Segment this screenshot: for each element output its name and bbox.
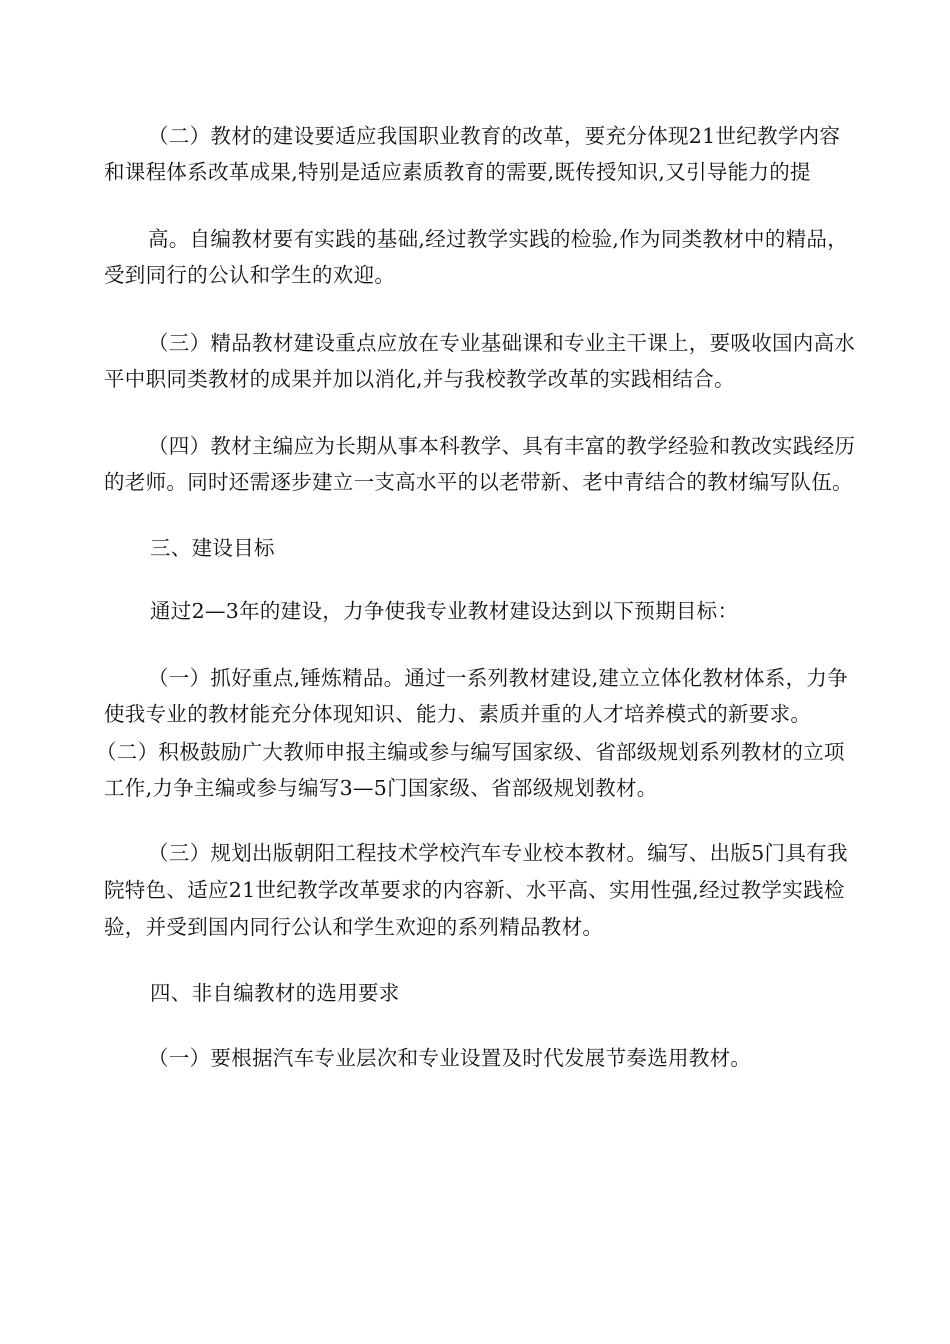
text-line-15: （三）规划出版朝阳工程技术学校汽车专业校本教材。编写、出版5门具有我: [148, 841, 848, 865]
text-line-6: 平中职同类教材的成果并加以消化,并与我校教学改革的实践相结合。: [104, 367, 735, 391]
text-line-4: 受到同行的公认和学生的欢迎。: [104, 263, 396, 287]
text-line-2: 和课程体系改革成果,特别是适应素质教育的需要,既传授知识,又引导能力的提: [104, 160, 811, 184]
text-line-14: 工作,力争主编或参与编写3—5门国家级、省部级规划教材。: [104, 776, 658, 800]
text-line-13: （二）积极鼓励广大教师申报主编或参与编写国家级、省部级规划系列教材的立项: [96, 740, 845, 764]
text-line-7: （四）教材主编应为长期从事本科教学、具有丰富的教学经验和教改实践经历: [148, 434, 856, 458]
text-line-11: （一）抓好重点,锤炼精品。通过一系列教材建设,建立立体化教材体系，力争: [148, 666, 849, 690]
text-line-5: （三）精品教材建设重点应放在专业基础课和专业主干课上，要吸收国内高水: [148, 331, 856, 355]
text-line-10: 通过2—3年的建设，力争使我专业教材建设达到以下预期目标：: [150, 599, 739, 623]
text-line-8: 的老师。同时还需逐步建立一支高水平的以老带新、老中青结合的教材编写队伍。: [104, 470, 853, 494]
text-line-1: （二）教材的建设要适应我国职业教育的改革，要充分体现21世纪教学内容: [148, 124, 841, 148]
section-heading-3: 三、建设目标: [150, 536, 275, 560]
text-line-12: 使我专业的教材能充分体现知识、能力、素质并重的人才培养模式的新要求。: [104, 702, 812, 726]
text-line-16: 院特色、适应21世纪教学改革要求的内容新、水平高、实用性强,经过教学实践检: [104, 878, 845, 902]
section-heading-4: 四、非自编教材的选用要求: [150, 981, 400, 1005]
text-line-19: （一）要根据汽车专业层次和专业设置及时代发展节奏选用教材。: [148, 1046, 752, 1070]
text-line-3: 高。自编教材要有实践的基础,经过教学实践的检验,作为同类教材中的精品，: [148, 227, 849, 251]
text-line-17: 验，并受到国内同行公认和学生欢迎的系列精品教材。: [104, 915, 604, 939]
